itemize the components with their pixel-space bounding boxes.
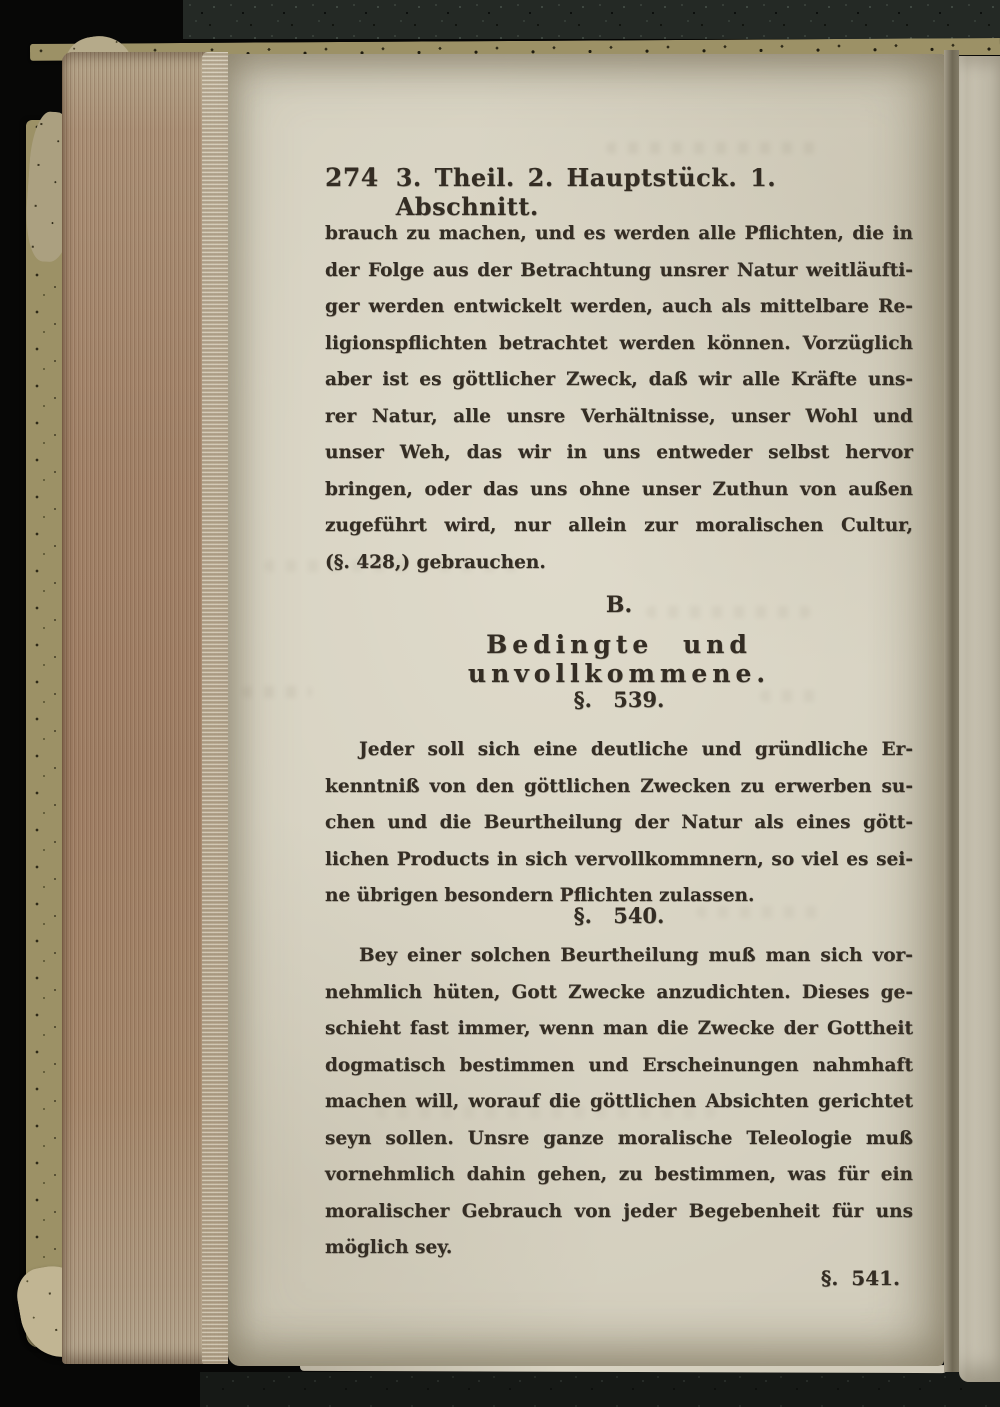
paragraph-intro	[325, 216, 913, 581]
text-line: rer Natur, alle unsre Verhältnisse, unser Wohl und	[325, 405, 913, 427]
text-line: möglich sey.	[325, 1237, 453, 1258]
text-line: moralischer Gebrauch von jeder Begebenheit für uns	[325, 1200, 913, 1222]
text-line: nehmlich hüten, Gott Zwecke anzudichten. Dieses ge-	[325, 981, 913, 1003]
text-line: schieht fast immer, wenn man die Zwecke der Gottheit	[325, 1018, 913, 1039]
text-line: dogmatisch bestimmen und Erscheinungen nahmhaft	[325, 1054, 913, 1076]
text-line: der Folge aus der Betrachtung unsrer Natur weitläufti-	[325, 259, 913, 281]
page-number: 274	[325, 163, 379, 192]
text-line: aber ist es göttlicher Zweck, daß wir alle Kräfte uns-	[325, 369, 913, 390]
chapter-title: 3. Theil. 2. Hauptstück. 1. Abschnitt.	[395, 163, 777, 221]
page-gutter-shadow	[944, 50, 959, 1372]
section-539-label: §. 539.	[573, 687, 665, 712]
text-line: kenntniß von den göttlichen Zwecken zu erwerben su-	[325, 775, 913, 797]
text-line: bringen, oder das uns ohne unser Zuthun von außen	[325, 478, 913, 500]
text-line: ligionspflichten betrachtet werden können. Vorzüglich	[325, 332, 913, 354]
page-header	[325, 163, 913, 221]
page-block-fore-edge	[62, 52, 228, 1364]
paragraph-540	[325, 938, 913, 1267]
catchword: §. 541.	[820, 1266, 900, 1290]
text-line: unser Weh, das wir in uns entweder selbst hervor	[325, 442, 913, 463]
scanner-cloth-top	[183, 0, 1000, 39]
book-page	[228, 54, 944, 1366]
text-line: ne übrigen besondern Pflichten zulassen.	[325, 885, 755, 906]
show-through-smudge	[606, 142, 821, 154]
section-letter: B.	[605, 592, 633, 618]
text-line: Jeder soll sich eine deutliche und gründliche Er-	[359, 739, 913, 760]
text-line: chen und die Beurtheilung der Natur als eines gött-	[325, 812, 913, 833]
text-line: machen will, worauf die göttlichen Absichten gerichtet	[325, 1091, 913, 1112]
stacked-page-edges	[202, 52, 228, 1364]
text-line: lichen Products in sich vervollkommnern, so viel es sei-	[325, 848, 913, 870]
paragraph-539	[325, 732, 913, 915]
text-line: Bey einer solchen Beurtheilung muß man sich vor-	[359, 945, 913, 966]
scanner-cloth-bottom	[200, 1372, 1000, 1407]
text-line: zugeführt wird, nur allein zur moralischen Cultur,	[325, 515, 913, 536]
text-line: seyn sollen. Unsre ganze moralische Teleologie muß	[325, 1127, 913, 1149]
next-page-edge	[959, 56, 1000, 1382]
book-cover-left-edge	[26, 120, 62, 1348]
section-heading: Bedingte und unvollkommene.	[467, 630, 771, 688]
section-540-label: §. 540.	[573, 903, 665, 928]
show-through-smudge	[242, 686, 312, 698]
text-line: ger werden entwickelt werden, auch als mittelbare Re-	[325, 296, 913, 317]
text-line: (§. 428,) gebrauchen.	[325, 551, 546, 573]
text-line: brauch zu machen, und es werden alle Pflichten, die in	[325, 223, 913, 244]
text-line: vornehmlich dahin gehen, zu bestimmen, was für ein	[325, 1164, 913, 1185]
